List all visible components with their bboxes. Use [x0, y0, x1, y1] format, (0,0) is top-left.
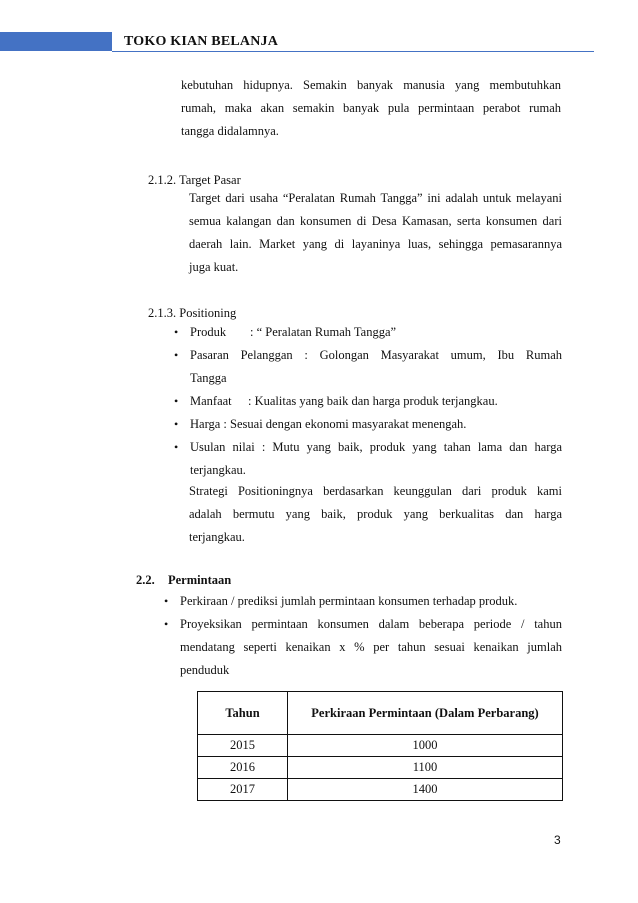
- bullet-dot-icon: •: [164, 594, 169, 608]
- table-cell: 1100: [288, 757, 563, 779]
- table-header-cell: Tahun: [198, 692, 288, 735]
- table-row: [198, 757, 563, 779]
- paragraph-line: juga kuat.: [189, 260, 239, 274]
- section-heading-positioning: 2.1.3. Positioning: [148, 306, 237, 320]
- paragraph-line: tangga didalamnya.: [181, 124, 279, 138]
- bullet-dot-icon: •: [174, 440, 179, 454]
- bullet-text: : Kualitas yang baik dan harga produk terjangkau.: [248, 394, 498, 408]
- list-item: [174, 436, 562, 482]
- table-header-cell: Perkiraan Permintaan (Dalam Perbarang): [288, 692, 563, 735]
- permintaan-list: [164, 590, 562, 682]
- bullet-label: Manfaat: [190, 394, 232, 408]
- bullet-dot-icon: •: [164, 617, 169, 631]
- header-rule: [112, 51, 594, 52]
- table-cell: 2016: [198, 757, 288, 779]
- bullet-dot-icon: •: [174, 325, 179, 339]
- bullet-text: : “ Peralatan Rumah Tangga”: [250, 325, 397, 339]
- list-item: [164, 613, 562, 682]
- paragraph-line: daerah lain. Market yang di layaninya luas, sehingga pemasarannya: [189, 237, 562, 251]
- list-item: [174, 390, 562, 413]
- list-item: [164, 590, 562, 613]
- table-header-row: [198, 692, 563, 735]
- header-title: TOKO KIAN BELANJA: [124, 34, 279, 49]
- intro-paragraph: [181, 74, 561, 143]
- demand-table: [197, 691, 563, 801]
- table-cell: 2017: [198, 779, 288, 801]
- bullet-text: mendatang seperti kenaikan x % per tahun sesuai kenaikan jumlah: [180, 640, 562, 654]
- table-cell: 2015: [198, 735, 288, 757]
- bullet-text: Pasaran Pelanggan : Golongan Masyarakat umum, Ibu Rumah: [190, 348, 562, 362]
- list-item: [174, 413, 562, 436]
- paragraph-line: kebutuhan hidupnya. Semakin banyak manusia yang membutuhkan: [181, 78, 561, 92]
- bullet-text: penduduk: [180, 663, 230, 677]
- bullet-text: terjangkau.: [190, 463, 246, 477]
- positioning-list: [174, 321, 562, 482]
- target-pasar-paragraph: [189, 187, 562, 279]
- paragraph-line: Strategi Positioningnya berdasarkan keunggulan dari produk kami: [189, 484, 562, 498]
- bullet-dot-icon: •: [174, 417, 179, 431]
- section-number: 2.2.: [136, 573, 155, 587]
- paragraph-line: semua kalangan dan konsumen di Desa Kamasan, serta konsumen dari: [189, 214, 562, 228]
- paragraph-line: Target dari usaha “Peralatan Rumah Tangga” ini adalah untuk melayani: [189, 191, 562, 205]
- list-item: [174, 321, 562, 344]
- table-cell: 1400: [288, 779, 563, 801]
- table-cell: 1000: [288, 735, 563, 757]
- section-title: Permintaan: [168, 573, 232, 587]
- table-row: [198, 779, 563, 801]
- page-number: 3: [554, 833, 561, 847]
- bullet-dot-icon: •: [174, 348, 179, 362]
- bullet-text: Proyeksikan permintaan konsumen dalam beberapa periode / tahun: [180, 617, 562, 631]
- bullet-text: Perkiraan / prediksi jumlah permintaan konsumen terhadap produk.: [180, 594, 518, 608]
- bullet-label: Produk: [190, 325, 227, 339]
- table-row: [198, 735, 563, 757]
- section-heading-permintaan: [136, 572, 231, 588]
- bullet-text: Harga : Sesuai dengan ekonomi masyarakat menengah.: [190, 417, 467, 431]
- paragraph-line: terjangkau.: [189, 530, 245, 544]
- bullet-text: Usulan nilai : Mutu yang baik, produk yang tahan lama dan harga: [190, 440, 562, 454]
- positioning-strategy-paragraph: [189, 480, 562, 549]
- bullet-dot-icon: •: [174, 394, 179, 408]
- header-accent-bar: [0, 32, 112, 51]
- list-item: [174, 344, 562, 390]
- bullet-text: Tangga: [190, 371, 227, 385]
- paragraph-line: rumah, maka akan semakin banyak pula permintaan perabot rumah: [181, 101, 561, 115]
- section-heading-target-pasar: 2.1.2. Target Pasar: [148, 173, 241, 187]
- paragraph-line: adalah bermutu yang baik, produk yang berkualitas dan harga: [189, 507, 562, 521]
